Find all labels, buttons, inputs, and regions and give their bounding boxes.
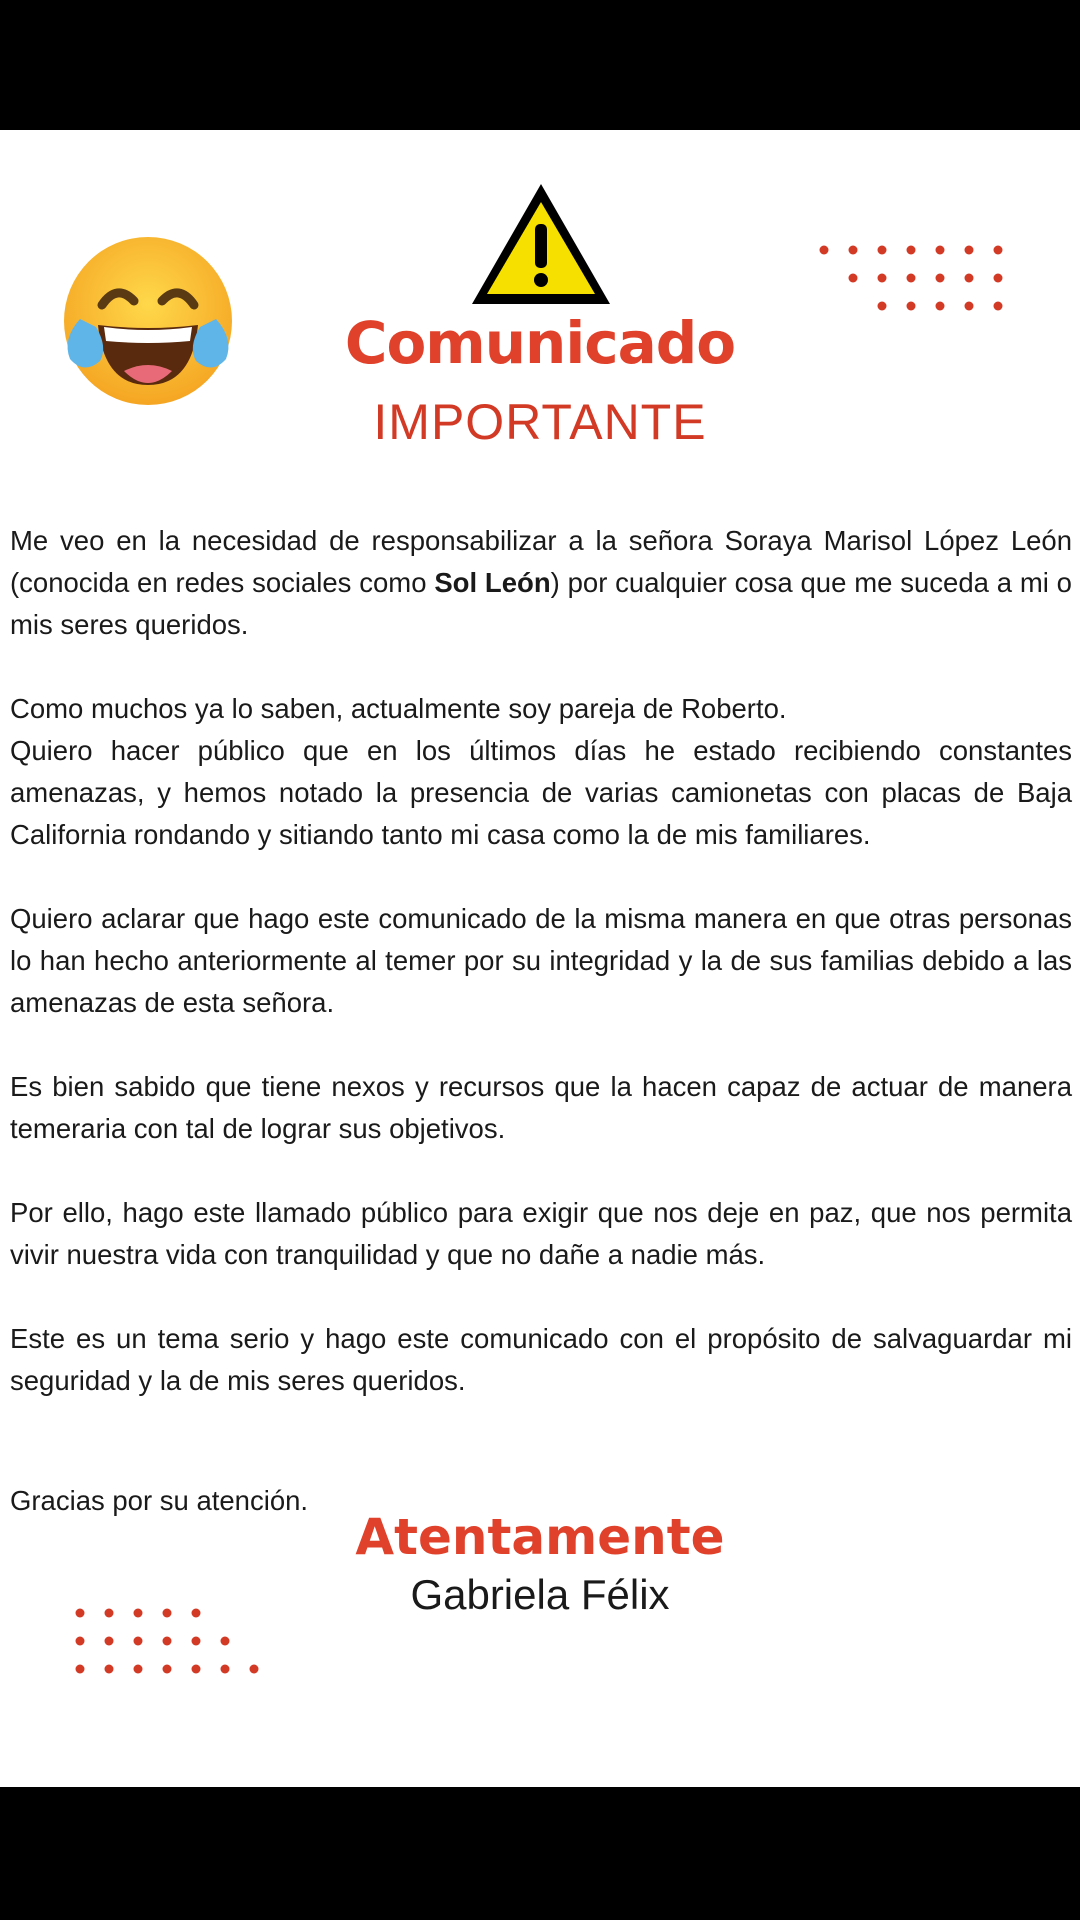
decorative-dots-bottom (70, 1603, 270, 1683)
paragraph-2a: Como muchos ya lo saben, actualmente soy pareja de Roberto. (10, 693, 787, 724)
bottom-black-bar (0, 1787, 1080, 1920)
paragraph-3: Quiero aclarar que hago este comunicado de la misma manera en que otras personas lo han hecho anteriormente al temer por su integridad y la de sus familias debido a las amenazas de esta señora. (10, 903, 1072, 1018)
document-subtitle: IMPORTANTE (373, 394, 707, 450)
signoff-label: Atentamente (355, 1508, 725, 1566)
face-with-tears-of-joy-icon (62, 235, 234, 407)
warning-triangle-icon (468, 180, 614, 308)
paragraph-5: Por ello, hago este llamado público para exigir que nos deje en paz, que nos permita vivir nuestra vida con tranquilidad y que no dañe a nadie más. (10, 1197, 1072, 1270)
signature-name: Gabriela Félix (410, 1571, 670, 1618)
document-body (10, 520, 1072, 1444)
paragraph-1: Me veo en la necesidad de responsabilizar a la señora Soraya Marisol López León (conocida en redes sociales como Sol León) por cualquier cosa que me suceda a mi o mis seres queridos. (10, 525, 1072, 640)
top-black-bar (0, 0, 1080, 130)
announcement-document (0, 130, 1080, 1787)
paragraph-2b: Quiero hacer público que en los últimos días he estado recibiendo constantes amenazas, y hemos notado la presencia de varias camionetas con placas de Baja California rondando y sitiando tanto mi casa como la de mis familiares. (10, 735, 1072, 850)
document-title: Comunicado (344, 309, 736, 377)
bold-name: Sol León (434, 567, 551, 598)
closing-line: Gracias por su atención. (10, 1485, 309, 1516)
paragraph-4: Es bien sabido que tiene nexos y recursos que la hacen capaz de actuar de manera temeraria con tal de lograr sus objetivos. (10, 1071, 1072, 1144)
paragraph-6: Este es un tema serio y hago este comunicado con el propósito de salvaguardar mi seguridad y la de mis seres queridos. (10, 1323, 1072, 1396)
decorative-dots-top (810, 240, 1010, 320)
